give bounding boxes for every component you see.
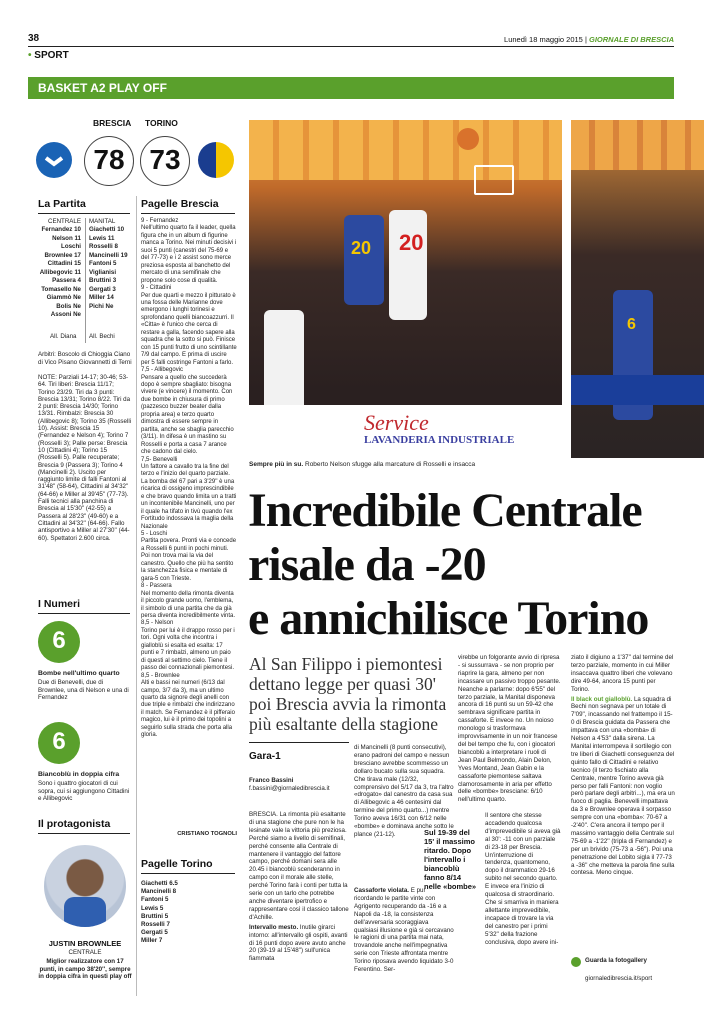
number-desc-2: Sono i quattro giocatori di cui sopra, cui si aggiungono Cittadini e Allibegovic [38, 780, 130, 803]
number-desc-1: Due di Benevelli, due di Brownlee, una di Nelson e una di Fernandez [38, 679, 129, 702]
body-col2-top: di Mancinelli (8 punti consecutivi), erano padroni del campo e nessun bresciano avrebbe scommesso un dollaro bucato sulla sua squadra. Che tirava male (12/32, comprensivo del 5/17 da 3, tra l'altro «drogato» dal canestro da casa sua di Allibegovic a 46 centesimi dal termine del primo quarto...) mentre Torino aveva 16/31 con 6/12 nelle «bombe» e dominava anche sotto le plance (21-12). [354, 744, 454, 838]
partita-arbitri: Arbitri: Boscolo di Chioggia Ciano di Vico Pisano Giovannetti di Terni [38, 351, 132, 366]
protagonista-rule [38, 833, 130, 834]
jersey-number-1: 20 [399, 230, 424, 255]
protagonista-title: Il protagonista [38, 818, 111, 830]
pagelle-brescia-rule [141, 213, 235, 214]
partita-col2: Giachetti 10 Lewis 11 Rosselli 8 Mancinelli 19 Fantoni 5 Viglianisi Bruttini 3 Gergati 3 Miller 14 Pichi Ne [89, 226, 128, 310]
jersey-number-2: 20 [351, 238, 372, 258]
protagonista-desc: Miglior realizzatore con 17 punti, in campo 38'20'', sempre in doppia cifra in questi play off [38, 958, 132, 981]
pagelle-brescia-title: Pagelle Brescia [141, 198, 219, 210]
pull-quote: Sul 19-39 del 15' il massimo ritardo. Dopo l'intervallo i biancoblù fanno 8/14 nelle «bombe» [424, 828, 477, 891]
body-col2-bottom: Cassaforte violata. E pur ricordando le partite vinte con Agrigento recuperando da -16 e a Napoli da -18, la consistenza dell'avversaria scoraggiava qualsiasi illusione e già si cercavano le ragioni di una partita mai nata, trovandole anche nell'impegnativa serie con Trieste affrontata mentre Torino riposava avendo liquidato 3-0 Ferentino. Ser- [354, 887, 454, 974]
body-col3b: Il sentore che stesse accadendo qualcosa d'imprevedibile si aveva già al 30': -11 con un parziale di 23-18 per Brescia. Un'interruzione di tendenza, quantomeno, dopo il drammatico 29-16 subito nel secondo quarto. E invece era l'inizio di qualcosa di straordinario. Che si smarriva in maniera allettante imprevedibile, incapace di trovare la via del canestro per i primi 5'32'' della frazione conclusiva, dopo avere ini- [485, 812, 561, 946]
partita-col2-head: MANITAL [89, 218, 116, 225]
page-number: 38 [28, 33, 40, 44]
number-value-2: 6 [52, 728, 66, 755]
protagonista-photo [44, 845, 126, 927]
pagelle-signature: CRISTIANO TOGNOLI [177, 831, 237, 837]
pagelle-torino-title: Pagelle Torino [141, 858, 213, 870]
pagelle-torino-rule [141, 873, 235, 874]
numeri-title: I Numeri [38, 598, 81, 610]
fotogallery-url[interactable]: giornaledibrescia.it/sport [585, 975, 653, 982]
pagelle-torino-list: Giachetti 6.5 Mancinelli 8 Fantoni 5 Lewis 5 Bruttini 5 Rosselli 7 Gergati 5 Miller 7 [141, 880, 178, 945]
numeri-rule [38, 613, 130, 614]
section-label: • SPORT [28, 50, 69, 61]
banner-title: BASKET A2 PLAY OFF [38, 81, 167, 95]
partita-col1: Fernandez 10 Nelson 11 Loschi Brownlee 17 Cittadini 15 Allibegovic 11 Passera 4 Tomasello Ne Giammò Ne Bolis Ne Assoni Ne [39, 226, 81, 318]
partita-rule [38, 213, 130, 214]
partita-title: La Partita [38, 198, 86, 210]
away-logo-icon [198, 142, 234, 178]
protagonista-name: JUSTIN BROWNLEE [48, 939, 122, 948]
body-col4: ziato il digiuno a 1'37'' dal termine del terzo parziale, momento in cui Miller insaccava quattro liberi che volevano dire 49-64, ancora 15 punti per Torino. Il black out gialloblù. La squadra di Bechi non segnava per un totale di 7'09'', incassando nel frattempo il 15-0 di Brescia guidata da Passera che impattava con una «bomba» di Nelson a 4'53'' dalla sirena. La Manital interrompeva il sortilegio con tre liberi di Giachetti conseguenza del quinto fallo di Cittadini e relativo tecnico (il terzo fischiato alla Centrale, mentre Torino aveva già perso per falli Fantoni: non voglio però parlare degli arbitri...), ma era un fuoco di paglia. Benevelli impattava da 3 e Brownlee operava il sorpasso sempre con una «bomba»: 70-67 a -2'40''. C'era ancora il tempo per il massimo vantaggio della Centrale sul 75-69 a -1'22'' (tripla di Fernandez) e per un brivido (75-73 a -56''). Poi una penetrazione del Lobito sigla il 77-73 a -36'' che metteva la parola fine sulla contesa. Meno cinque. [571, 654, 675, 877]
partita-note: NOTE: Parziali 14-17; 30-46; 53-64. Tiri liberi: Brescia 11/17; Torino 23/29. Tiri da 3 punti: Brescia 13/31; Torino 8/22. Tiri da 2 punti: Brescia 14/30; Torino 13/31. Rimbalzi: Brescia 30 (Allibegovic 8); Torino 35 (Rosselli 10). Assist: Brescia 15 (Fernandez e Nelson 4); Torino 7 (Rosselli 3); Palle perse: Brescia 10 (Cittadini 4); Torino 15 (Rosselli 5). Palle recuperate; Brescia 9 (Passera 3); Torino 4 (Mancinelli 2). Uscito per raggiunto limite di falli Fantoni al 31'48'' (58-64), Cittadini al 34'32'' (64-66) e Miller al 39'45'' (77-73). Falli tecnici alla panchina di Brescia al 15'30'' (42-55) a Passera al 28'23'' (49-60) e a Cittadini al 34'32'' (64-66). Fallo antisportivo a Miller al 27'30'' (44-60). Spettatori 2.600 circa. [38, 374, 132, 542]
number-title-1: Bombe nell'ultimo quarto [38, 670, 120, 677]
partita-col-divider [85, 218, 86, 343]
coach-away: All. Bechi [89, 333, 115, 340]
body-col3: virebbe un folgorante avvio di ripresa - si sussurrava - se non proprio per riaprire la gara, almeno per non incassare un passivo troppo pesante. Neanche a parlarne: dopo 6'55'' del terzo parziale, la Manital disponeva ancora di 16 punti su un 59-42 che sembrava significare partita in cassaforte. E invece no. Un noioso monologo si trasformava improvvisamente in un noir francese del bel tempo che fu, con i giocatori biancoblù a interpretare i ruoli di Jean Paul Belmondo, Alain Delon, Yves Montand, Jean Gabin e la cassaforte piemontese saltava clamorosamente in aria per effetto delle «bombe» bresciane: 6/10 nell'ultimo quarto. [458, 654, 561, 804]
protagonista-team: CENTRALE [68, 949, 102, 956]
subhead-rule [249, 742, 349, 743]
number-value-1: 6 [52, 627, 66, 654]
home-logo-icon [36, 142, 72, 178]
side-photo [571, 120, 704, 458]
fotogallery-icon[interactable] [571, 957, 581, 967]
jersey-number-3: 6 [627, 316, 636, 333]
partita-col1-head: CENTRALE [47, 218, 81, 225]
byline-label: Gara-1 [249, 751, 281, 762]
byline-author: Franco Bassini [249, 777, 294, 784]
sign-text: LAVANDERIA INDUSTRIALE [364, 434, 515, 446]
fotogallery-label[interactable]: Guarda la fotogallery [585, 957, 647, 964]
main-photo: 20 20 LAVANDERIA INDUSTRIALE Service [249, 120, 562, 458]
byline-email: f.bassini@giornaledibrescia.it [249, 785, 330, 792]
headline: Incredibile Centrale risale da -20 e annichilisce Torino [248, 484, 649, 645]
home-score: 78 [93, 144, 125, 175]
header-date: Lunedì 18 maggio 2015 | GIORNALE DI BRESCIA [504, 35, 674, 44]
home-team: BRESCIA [93, 118, 132, 128]
pagelle-brescia-text: 9 - Fernandez Nell'ultimo quarto fa il leader, quella figura che in un album di figurine manca a Torino. Nei minuti decisivi i suoi 5 punti (canestri del 75-69 e del 77-73) e i 2 assist sono merce preziosa esposta al banchetto del mercato di una semifinale che propone solo cose di qualità. 9 - Cittadini Per due quarti e mezzo il pitturato è una fossa delle Marianne dove emergono i lunghi torinesi e sprofondano quelli biancoazzurri. Il «Citta» è l'unico che cerca di restare a galla, facendo sapere alla squadra che la sotto si può. Finisce con 15 punti frutto di uno scintillante 7/9 dal campo. E prima di uscire per 5 falli costringe Fantoni a farlo. 7,5 - Allibegovic Pensare a quello che succederà dopo è sempre sbagliato: bisogna vivere (e vincere) il momento. Con due bombe in chiusura di primo (pazzesco buzzer beater dalla propria area) e terzo quarto dimostra di essere sempre in partita, anche se sbaglia parecchio (3/11). In difesa è un mastino su Rosselli e porta a casa 7 arance che cadono dal cielo. 7,5- Benevelli Un fattore a cavallo tra la fine del terzo e l'inizio del quarto parziale. La bomba del 67 pari a 3'29'' è una ricarica di ossigeno imprescindibile e che bravo quando limita un a tratti un incontenibile Mancinelli, uno per il quale ha tifato in tivù quando l'ex Fortitudo indossava la maglia della Nazionale 5 - Loschi Partita povera. Pronti via e concede a Rosselli 6 punti in pochi minuti. Poi non trova mai la via del canestro. Quello che più ha sentito la stanchezza fisica e mentale di gara-5 con Trieste. 8 - Passera Nel momento della rimonta diventa il piccolo grande uomo, l'emblema, il simbolo di una partita che da già persa diventa incredibilmente vinta. 8,5 - Nelson Torino per lui è il drappo rosso per i tori. Ogni volta che incontra i gialloblù si esalta ed esalta: 17 punti e 7 rimbalzi, almeno un paio di questi al settimo cielo. Tiene il passo dei connazionali piemontesi. 8,5 - Brownlee Alti e bassi nei numeri (6/13 dal campo, 3/7 da 3), ma un ultimo quarto da signore degli anelli con due triple e rimbalzi che indirizzano il match. Se Fernandez è il pifferaio magico, lui è il primo dei topolini a seguirlo sulla strada che porta alla gloria. [141, 218, 237, 739]
header-rule [28, 46, 674, 47]
coach-home: All. Diana [50, 333, 77, 340]
away-score: 73 [149, 144, 181, 175]
body-col1: BRESCIA. La rimonta più esaltante di una stagione che pure non le ha lesinate vale la vittoria più preziosa. Perché siamo a livello di semifinali, perché consente alla Centrale di mantenere il vantaggio del fattore campo, perché domani sera alle 20.45 i biancoblù scenderanno in campo con il morale alle stelle, perché Torino farà i conti per tutta la serie con un tarlo che potrebbe anche diventare ipertrofico e rappresentare così il classico tallone d'Achille. Intervallo mesto. Inutile girarci intorno: all'intervallo gli ospiti, avanti di 16 punti dopo avere avuto anche 20 (39-19 al 15'48'') sull'unica fiammata [249, 811, 349, 963]
number-title-2: Biancoblù in doppia cifra [38, 771, 120, 778]
away-team: TORINO [145, 118, 178, 128]
column-divider [136, 196, 137, 996]
photo-caption: Sempre più in su. Roberto Nelson sfugge alla marcature di Rosselli e insacca [249, 461, 476, 468]
subhead: Al San Filippo i piemontesi dettano legge per quasi 30' poi Brescia avvia la rimonta più esaltante della stagione [249, 654, 447, 734]
